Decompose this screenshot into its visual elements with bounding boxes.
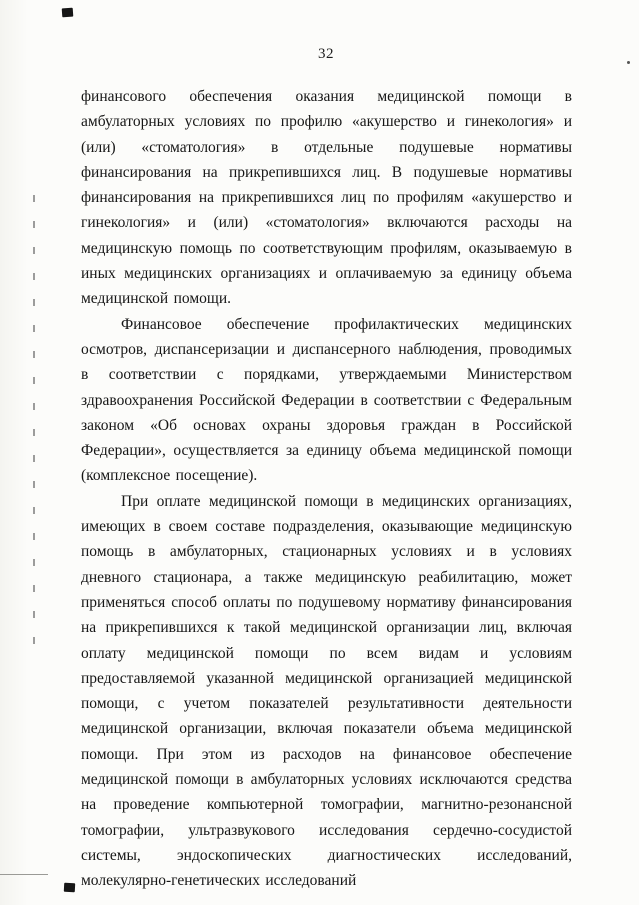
scan-artifact-top-left — [62, 8, 74, 18]
page-number: 32 — [318, 46, 334, 62]
paragraph-financing-continuation: финансового обеспечения оказания медицинской помощи в амбулаторных условиях по профилю «акушерство и гинекология» и (или) «стоматология» в отдельные подушевые нормативы финансирования на прикрепившихся лиц. В подушевые нормативы финансирования на прикрепившихся лиц по профилям «акушерство и гинекология» и (или) «стоматология» включаются расходы на медицинскую помощь по соответствующим профилям, оказываемую в иных медицинских организациях и оплачиваемую за единицу объема медицинской помощи. — [81, 88, 572, 308]
scan-artifact-bottom-line — [0, 874, 48, 875]
paragraph-preventive-exams: Финансовое обеспечение профилактических медицинских осмотров, диспансеризации и диспансерного наблюдения, проводимых в соответствии с порядками, утверждаемыми Министерством здравоохранения Российской Федерации в соответствии с Федеральным законом «Об основах охраны здоровья граждан в Российской Федерации», осуществляется за единицу объема медицинской помощи (комплексное посещение). — [81, 315, 572, 485]
scan-artifact-header-dot — [627, 61, 630, 64]
document-body — [81, 84, 572, 894]
scan-artifact-bottom-left — [64, 883, 75, 893]
paragraph-payment-method: При оплате медицинской помощи в медицинских организациях, имеющих в своем составе подразделения, оказывающие медицинскую помощь в амбулаторных, стационарных условиях и в условиях дневного стационара, а также медицинскую реабилитацию, может применяться способ оплаты по подушевому нормативу финансирования на прикрепившихся к такой медицинской организации лиц, включая оплату медицинской помощи по всем видам и условиям предоставляемой указанной медицинской организацией медицинской помощи, с учетом показателей результативности деятельности медицинской организации, включая показатели объема медицинской помощи. При этом из расходов на финансовое обеспечение медицинской помощи в амбулаторных условиях исключаются средства на проведение компьютерной томографии, магнитно-резонансной томографии, ультразвукового исследования сердечно-сосудистой системы, эндоскопических диагностических исследований, молекулярно-генетических исследований — [81, 492, 572, 890]
scan-artifact-edge-dashes — [33, 195, 35, 645]
